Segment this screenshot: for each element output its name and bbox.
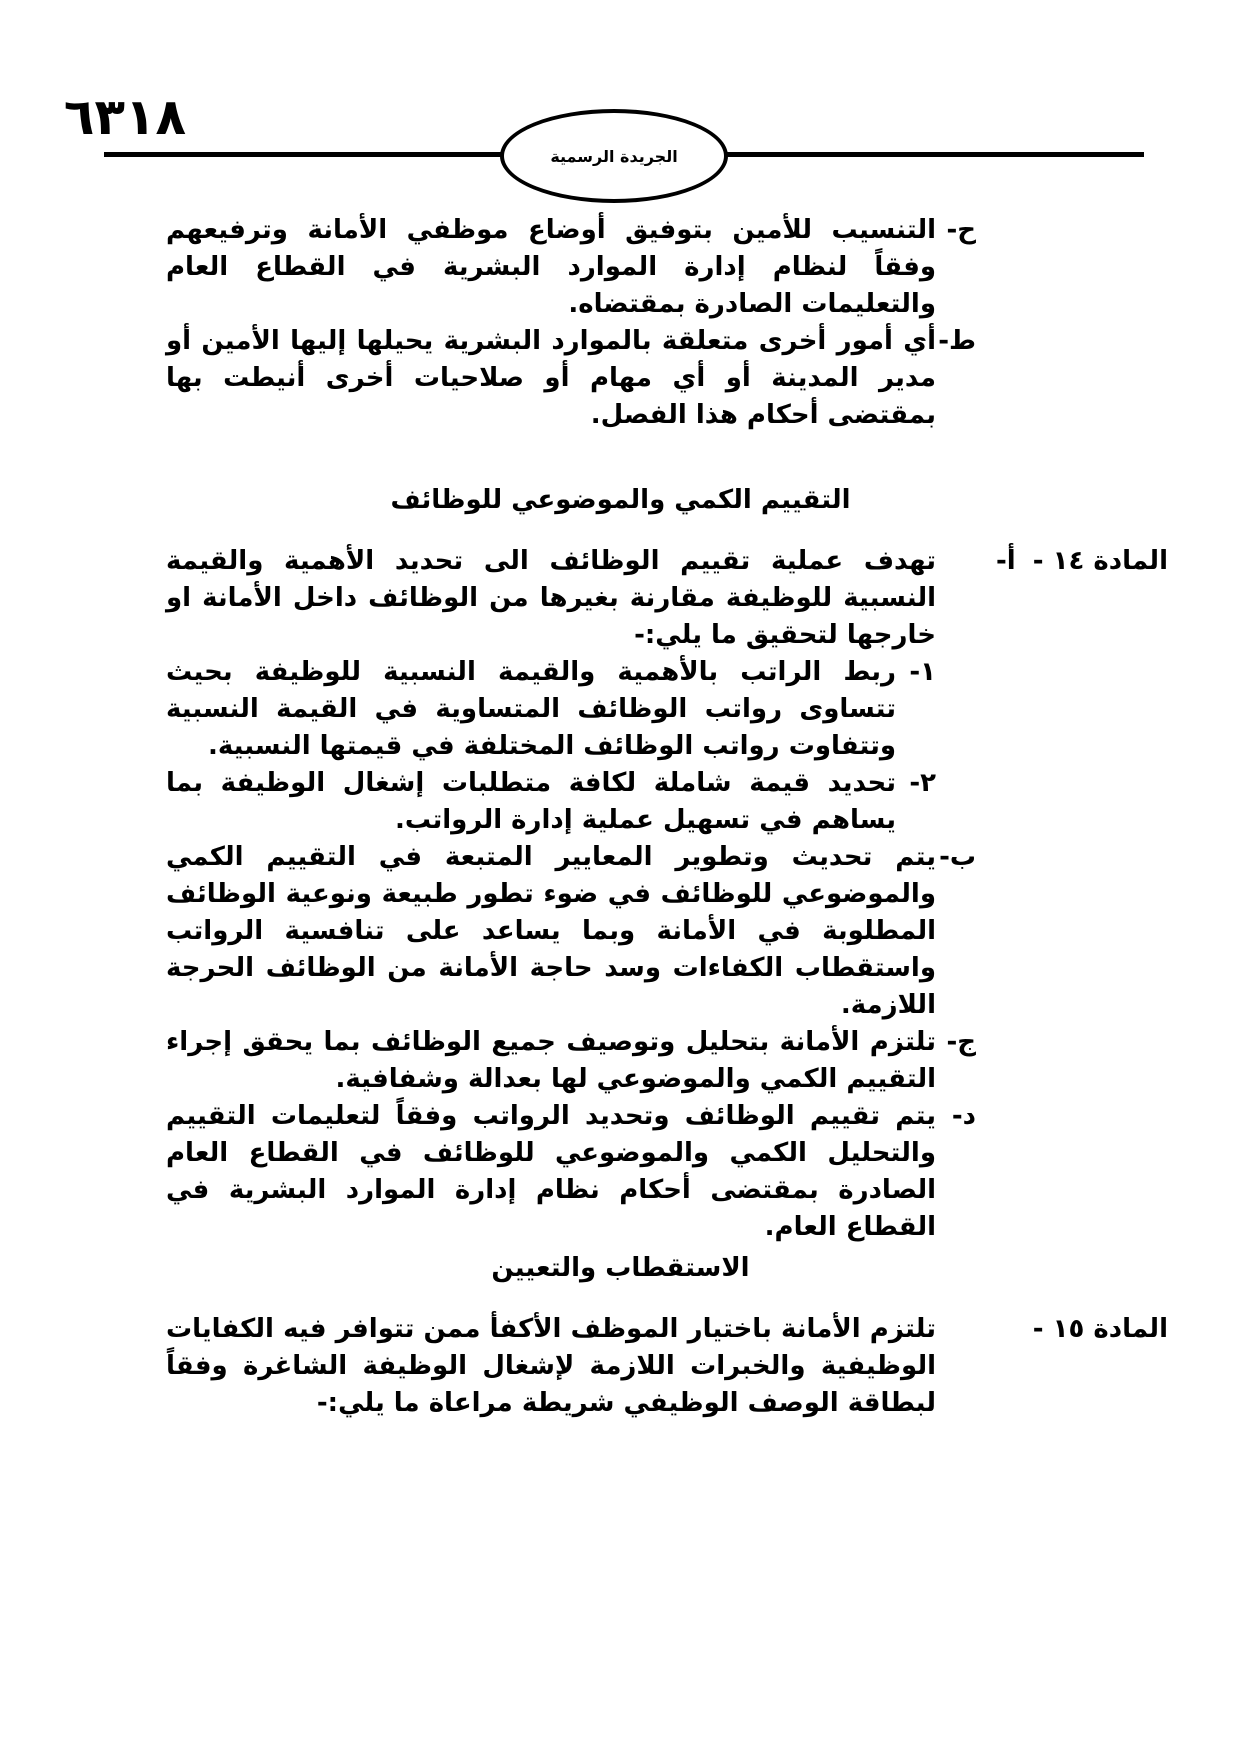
- item-mark: ب-: [939, 842, 976, 872]
- list-item: [166, 1024, 976, 1098]
- item-text: أي أمور أخرى متعلقة بالموارد البشرية يحيلها إليها الأمين أو مدير المدينة أو أي مهام أو صلاحيات أخرى أنيطت بها بمقتضى أحكام هذا الفصل.: [166, 326, 936, 430]
- item-text: يتم تقييم الوظائف وتحديد الرواتب وفقاً لتعليمات التقييم والتحليل الكمي والموضوعي للوظائف في القطاع العام الصادرة بمقتضى أحكام نظام إدارة الموارد البشرية في القطاع العام.: [166, 1101, 936, 1242]
- article-number: المادة ١٥ -: [1032, 1314, 1168, 1344]
- article-15: [166, 1311, 1168, 1422]
- section-heading: الاستقطاب والتعيين: [491, 1253, 750, 1283]
- article-number: المادة ١٤ -: [1032, 546, 1168, 576]
- article-text: تلتزم الأمانة باختيار الموظف الأكفأ ممن تتوافر فيه الكفايات الوظيفية والخبرات اللازمة لإشغال الوظيفة الشاغرة وفقاً لبطاقة الوصف الوظيفي شريطة مراعاة ما يلي:-: [166, 1314, 936, 1418]
- item-mark: د-: [951, 1101, 976, 1131]
- item-mark: ج-: [946, 1027, 976, 1057]
- item-mark: ح-: [946, 215, 976, 245]
- article-14: [166, 543, 1168, 654]
- list-item: [166, 323, 976, 434]
- list-item: [166, 1098, 976, 1246]
- document-body: [0, 212, 1241, 1422]
- item-text: التنسيب للأمين بتوفيق أوضاع موظفي الأمانة وترفيعهم وفقاً لنظام إدارة الموارد البشرية في القطاع العام والتعليمات الصادرة بمقتضاه.: [166, 215, 936, 319]
- item-mark: ١-: [909, 657, 936, 687]
- item-text: تلتزم الأمانة بتحليل وتوصيف جميع الوظائف بما يحقق إجراء التقييم الكمي والموضوعي لها بعدالة وشفافية.: [166, 1027, 936, 1094]
- item-text: يتم تحديث وتطوير المعايير المتبعة في التقييم الكمي والموضوعي للوظائف في ضوء تطور طبيعة ونوعية الوظائف المطلوبة في الأمانة وبما يساعد على تنافسية الرواتب واستقطاب الكفاءات وسد حاجة الأمانة من الوظائف الحرجة اللازمة.: [166, 842, 936, 1020]
- gazette-title-oval: [500, 109, 728, 203]
- item-text: تحديد قيمة شاملة لكافة متطلبات إشغال الوظيفة بما يساهم في تسهيل عملية إدارة الرواتب.: [166, 768, 896, 835]
- list-item: [166, 839, 976, 1024]
- list-item: [166, 212, 976, 323]
- sub-item: [166, 765, 936, 839]
- item-mark: ٢-: [909, 768, 936, 798]
- section-heading: التقييم الكمي والموضوعي للوظائف: [390, 485, 851, 515]
- article-label: [1033, 1311, 1168, 1348]
- item-mark: أ-: [996, 546, 1016, 576]
- article-text: تهدف عملية تقييم الوظائف الى تحديد الأهمية والقيمة النسبية للوظيفة مقارنة بغيرها من الوظائف داخل الأمانة او خارجها لتحقيق ما يلي:-: [166, 546, 936, 650]
- item-mark: ط-: [938, 326, 976, 356]
- article-label: [996, 543, 1168, 580]
- page-number: ٦٣١٨: [63, 88, 186, 146]
- gazette-title: الجريدة الرسمية: [550, 146, 678, 166]
- sub-item: [166, 654, 936, 765]
- item-text: ربط الراتب بالأهمية والقيمة النسبية للوظيفة بحيث تتساوى رواتب الوظائف المتساوية في القيمة النسبية وتتفاوت رواتب الوظائف المختلفة في قيمتها النسبية.: [166, 657, 896, 761]
